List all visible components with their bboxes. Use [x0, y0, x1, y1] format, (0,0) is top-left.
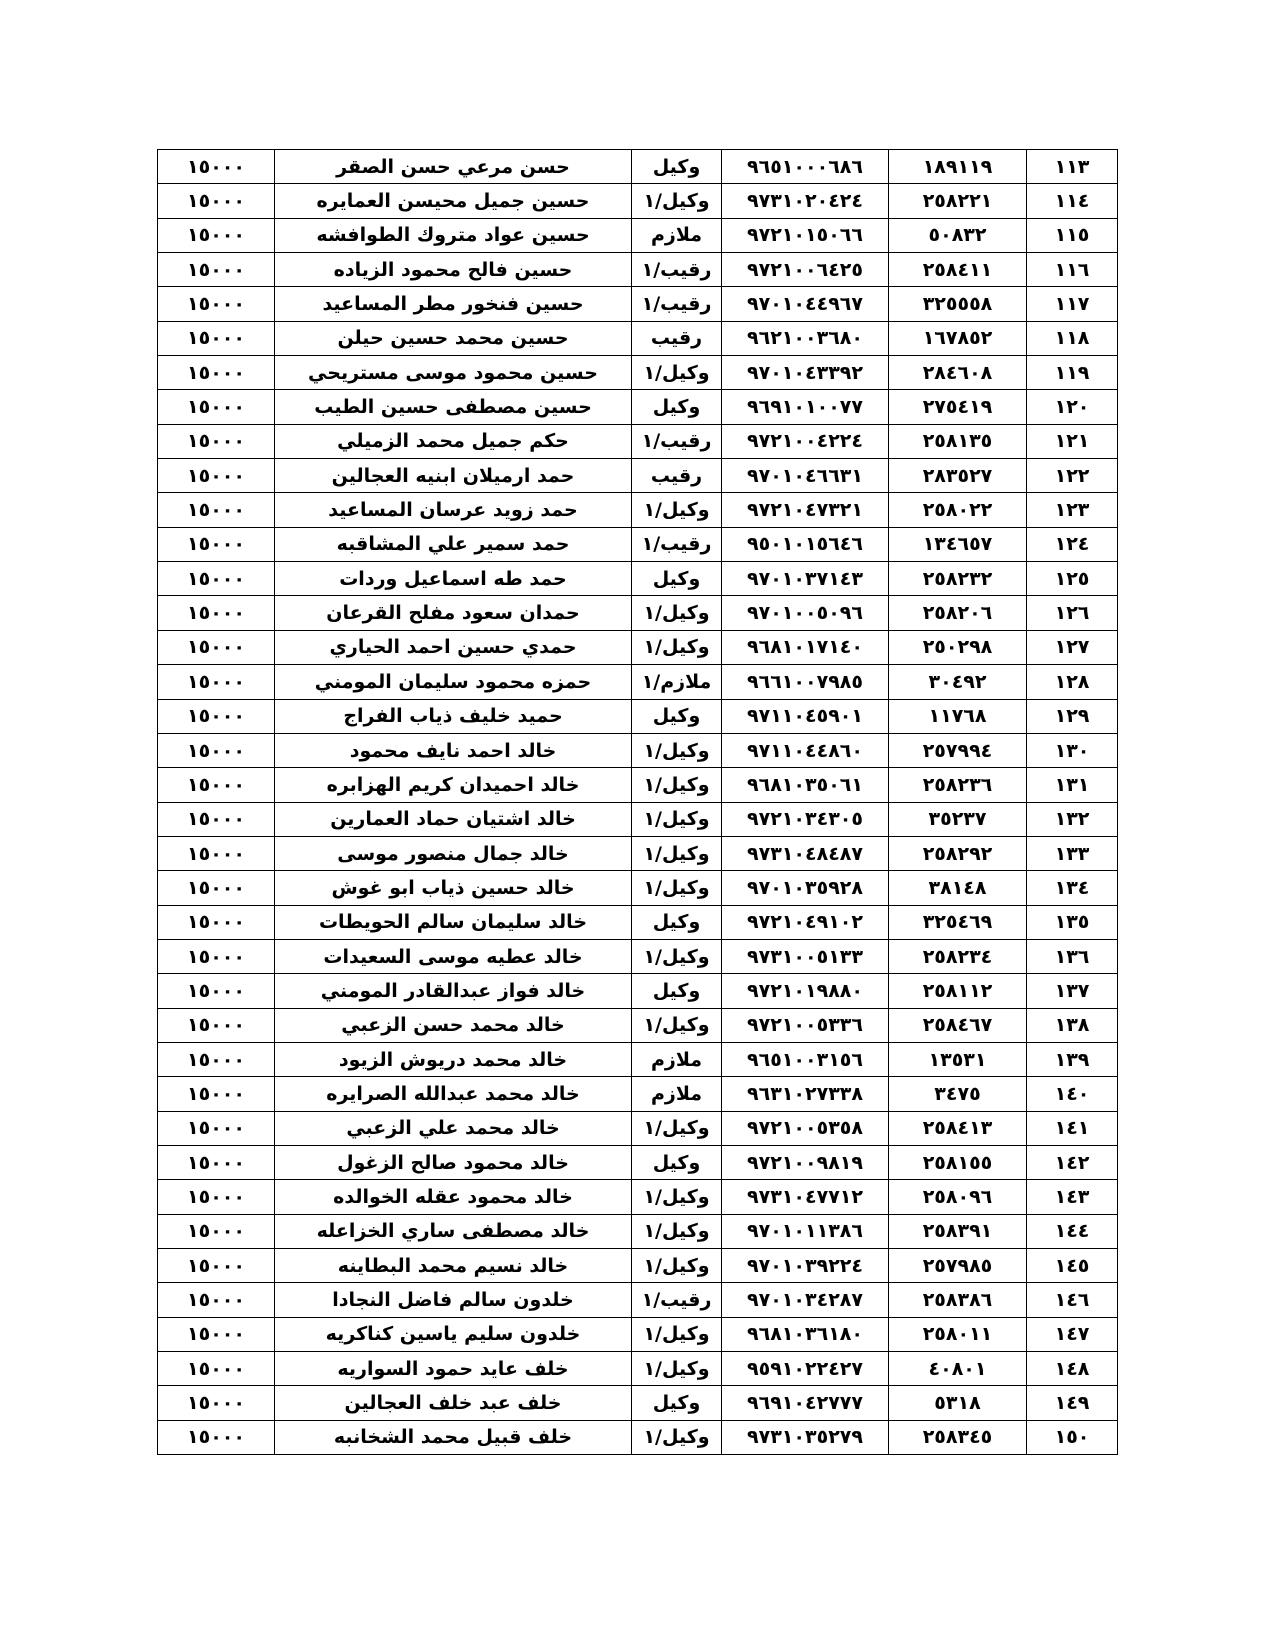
military-number-cell: ٢٥٨٢٠٦	[889, 596, 1027, 630]
table-row	[158, 150, 1118, 184]
rank-cell: رقيب/١	[632, 1283, 722, 1317]
name-cell: خالد حسين ذياب ابو غوش	[275, 871, 632, 905]
military-number-cell: ١٣٥٣١	[889, 1042, 1027, 1076]
seq-cell: ١٢٤	[1027, 527, 1118, 561]
rank-cell: وكيل/١	[632, 836, 722, 870]
table-row	[158, 1386, 1118, 1420]
rank-cell: وكيل/١	[632, 733, 722, 767]
amount-cell: ١٥٠٠٠	[158, 836, 275, 870]
amount-cell: ١٥٠٠٠	[158, 1386, 275, 1420]
seq-cell: ١٤٩	[1027, 1386, 1118, 1420]
rank-cell: وكيل/١	[632, 1317, 722, 1351]
name-cell: خلدون سليم ياسين كناكريه	[275, 1317, 632, 1351]
rank-cell: وكيل/١	[632, 184, 722, 218]
seq-cell: ١٣١	[1027, 768, 1118, 802]
national-id-cell: ٩٦٨١٠٣٥٠٦١	[722, 768, 889, 802]
seq-cell: ١١٣	[1027, 150, 1118, 184]
table-row	[158, 665, 1118, 699]
name-cell: خالد جمال منصور موسى	[275, 836, 632, 870]
military-number-cell: ٣٠٤٩٢	[889, 665, 1027, 699]
rank-cell: وكيل/١	[632, 871, 722, 905]
rank-cell: رقيب/١	[632, 527, 722, 561]
military-number-cell: ١٦٧٨٥٢	[889, 321, 1027, 355]
table-row	[158, 390, 1118, 424]
name-cell: خالد سليمان سالم الحويطات	[275, 905, 632, 939]
seq-cell: ١١٥	[1027, 218, 1118, 252]
rank-cell: وكيل	[632, 150, 722, 184]
rank-cell: وكيل/١	[632, 1180, 722, 1214]
table-row	[158, 493, 1118, 527]
military-number-cell: ٣٢٥٥٥٨	[889, 287, 1027, 321]
table-row	[158, 733, 1118, 767]
national-id-cell: ٩٧٢١٠٠٥٣٥٨	[722, 1111, 889, 1145]
seq-cell: ١٢٦	[1027, 596, 1118, 630]
national-id-cell: ٩٧٢١٠١٩٨٨٠	[722, 974, 889, 1008]
seq-cell: ١١٨	[1027, 321, 1118, 355]
national-id-cell: ٩٧٠١٠٤٦٦٣١	[722, 459, 889, 493]
amount-cell: ١٥٠٠٠	[158, 356, 275, 390]
table-row	[158, 596, 1118, 630]
name-cell: خالد محمد عبدالله الصرايره	[275, 1077, 632, 1111]
seq-cell: ١٤٧	[1027, 1317, 1118, 1351]
table-row	[158, 1317, 1118, 1351]
amount-cell: ١٥٠٠٠	[158, 802, 275, 836]
table-row	[158, 1111, 1118, 1145]
table-row	[158, 1042, 1118, 1076]
national-id-cell: ٩٧٢١٠٠٦٤٢٥	[722, 253, 889, 287]
military-number-cell: ٢٥٨٢٣٢	[889, 562, 1027, 596]
table-row	[158, 424, 1118, 458]
amount-cell: ١٥٠٠٠	[158, 184, 275, 218]
national-id-cell: ٩٧٢١٠٤٧٣٢١	[722, 493, 889, 527]
table-row	[158, 836, 1118, 870]
seq-cell: ١٤٨	[1027, 1352, 1118, 1386]
table-row	[158, 905, 1118, 939]
amount-cell: ١٥٠٠٠	[158, 939, 275, 973]
military-number-cell: ٢٨٣٥٢٧	[889, 459, 1027, 493]
military-number-cell: ٢٥٨٣٤٥	[889, 1420, 1027, 1454]
seq-cell: ١٤٦	[1027, 1283, 1118, 1317]
military-number-cell: ٢٥٨٢٣٦	[889, 768, 1027, 802]
amount-cell: ١٥٠٠٠	[158, 630, 275, 664]
military-number-cell: ٢٥٨٢٣٤	[889, 939, 1027, 973]
table-row	[158, 1352, 1118, 1386]
military-number-cell: ٣٤٧٥	[889, 1077, 1027, 1111]
name-cell: حسين محمود موسى مستريحي	[275, 356, 632, 390]
name-cell: حسين عواد متروك الطوافشه	[275, 218, 632, 252]
rank-cell: رقيب/١	[632, 287, 722, 321]
table-row	[158, 184, 1118, 218]
rank-cell: وكيل	[632, 974, 722, 1008]
name-cell: حمد طه اسماعيل وردات	[275, 562, 632, 596]
table-row	[158, 321, 1118, 355]
national-id-cell: ٩٦٨١٠٣٦١٨٠	[722, 1317, 889, 1351]
amount-cell: ١٥٠٠٠	[158, 596, 275, 630]
military-number-cell: ٢٥٠٢٩٨	[889, 630, 1027, 664]
military-number-cell: ٢٥٨٣٩١	[889, 1214, 1027, 1248]
seq-cell: ١٣٦	[1027, 939, 1118, 973]
rank-cell: ملازم	[632, 1042, 722, 1076]
rank-cell: وكيل	[632, 390, 722, 424]
rank-cell: وكيل	[632, 562, 722, 596]
national-id-cell: ٩٧٢١٠٠٩٨١٩	[722, 1145, 889, 1179]
national-id-cell: ٩٧١١٠٤٤٨٦٠	[722, 733, 889, 767]
rank-cell: وكيل/١	[632, 1111, 722, 1145]
seq-cell: ١١٩	[1027, 356, 1118, 390]
name-cell: خلف قبيل محمد الشخانبه	[275, 1420, 632, 1454]
rank-cell: ملازم	[632, 1077, 722, 1111]
rank-cell: وكيل	[632, 699, 722, 733]
seq-cell: ١٢٥	[1027, 562, 1118, 596]
table-row	[158, 356, 1118, 390]
name-cell: خالد محمود صالح الزغول	[275, 1145, 632, 1179]
name-cell: خالد اشتيان حماد العمارين	[275, 802, 632, 836]
amount-cell: ١٥٠٠٠	[158, 218, 275, 252]
national-id-cell: ٩٧٠١٠٤٤٩٦٧	[722, 287, 889, 321]
amount-cell: ١٥٠٠٠	[158, 733, 275, 767]
national-id-cell: ٩٦٢١٠٠٣٦٨٠	[722, 321, 889, 355]
table-row	[158, 527, 1118, 561]
name-cell: خالد محمد حسن الزعبي	[275, 1008, 632, 1042]
seq-cell: ١٢٣	[1027, 493, 1118, 527]
national-id-cell: ٩٦٨١٠١٧١٤٠	[722, 630, 889, 664]
military-number-cell: ٣٨١٤٨	[889, 871, 1027, 905]
national-id-cell: ٩٧٢١٠٣٤٣٠٥	[722, 802, 889, 836]
table-row	[158, 871, 1118, 905]
amount-cell: ١٥٠٠٠	[158, 1420, 275, 1454]
military-number-cell: ٤٠٨٠١	[889, 1352, 1027, 1386]
rank-cell: وكيل/١	[632, 493, 722, 527]
national-id-cell: ٩٧٣١٠٤٧٧١٢	[722, 1180, 889, 1214]
amount-cell: ١٥٠٠٠	[158, 768, 275, 802]
rank-cell: وكيل/١	[632, 939, 722, 973]
name-cell: حمد سمير علي المشاقبه	[275, 527, 632, 561]
name-cell: خالد نسيم محمد البطاينه	[275, 1249, 632, 1283]
amount-cell: ١٥٠٠٠	[158, 1042, 275, 1076]
seq-cell: ١٢٢	[1027, 459, 1118, 493]
national-id-cell: ٩٧٠١٠٣٥٩٢٨	[722, 871, 889, 905]
military-number-cell: ١٨٩١١٩	[889, 150, 1027, 184]
national-id-cell: ٩٦٣١٠٢٧٣٣٨	[722, 1077, 889, 1111]
amount-cell: ١٥٠٠٠	[158, 974, 275, 1008]
national-id-cell: ٩٦٦١٠٠٧٩٨٥	[722, 665, 889, 699]
table-body	[158, 150, 1118, 1455]
table-row	[158, 1145, 1118, 1179]
seq-cell: ١٤٢	[1027, 1145, 1118, 1179]
military-number-cell: ٣٥٢٣٧	[889, 802, 1027, 836]
national-id-cell: ٩٧١١٠٤٥٩٠١	[722, 699, 889, 733]
national-id-cell: ٩٧٠١٠٠٥٠٩٦	[722, 596, 889, 630]
military-number-cell: ٢٥٨٤٦٧	[889, 1008, 1027, 1042]
amount-cell: ١٥٠٠٠	[158, 424, 275, 458]
military-number-cell: ٢٧٥٤١٩	[889, 390, 1027, 424]
amount-cell: ١٥٠٠٠	[158, 665, 275, 699]
military-number-cell: ٢٥٨٢٢١	[889, 184, 1027, 218]
amount-cell: ١٥٠٠٠	[158, 1077, 275, 1111]
amount-cell: ١٥٠٠٠	[158, 321, 275, 355]
name-cell: حمدان سعود مفلح القرعان	[275, 596, 632, 630]
rank-cell: وكيل/١	[632, 802, 722, 836]
name-cell: خالد فواز عبدالقادر المومني	[275, 974, 632, 1008]
seq-cell: ١٣٣	[1027, 836, 1118, 870]
rank-cell: وكيل	[632, 905, 722, 939]
amount-cell: ١٥٠٠٠	[158, 1317, 275, 1351]
military-number-cell: ٥٠٨٣٢	[889, 218, 1027, 252]
name-cell: خلف عايد حمود السواريه	[275, 1352, 632, 1386]
military-number-cell: ٢٥٨٢٩٢	[889, 836, 1027, 870]
amount-cell: ١٥٠٠٠	[158, 1249, 275, 1283]
table-row	[158, 459, 1118, 493]
amount-cell: ١٥٠٠٠	[158, 1283, 275, 1317]
amount-cell: ١٥٠٠٠	[158, 562, 275, 596]
table-row	[158, 1283, 1118, 1317]
military-number-cell: ٢٥٨١٣٥	[889, 424, 1027, 458]
military-number-cell: ١٣٤٦٥٧	[889, 527, 1027, 561]
table-row	[158, 768, 1118, 802]
name-cell: خالد مصطفى ساري الخزاعله	[275, 1214, 632, 1248]
amount-cell: ١٥٠٠٠	[158, 1145, 275, 1179]
seq-cell: ١٣٢	[1027, 802, 1118, 836]
seq-cell: ١٢٠	[1027, 390, 1118, 424]
name-cell: حسين فنخور مطر المساعيد	[275, 287, 632, 321]
military-number-cell: ١١٧٦٨	[889, 699, 1027, 733]
seq-cell: ١٣٠	[1027, 733, 1118, 767]
military-number-cell: ٢٥٧٩٩٤	[889, 733, 1027, 767]
amount-cell: ١٥٠٠٠	[158, 1111, 275, 1145]
national-id-cell: ٩٥٠١٠١٥٦٤٦	[722, 527, 889, 561]
seq-cell: ١٤٠	[1027, 1077, 1118, 1111]
table-row	[158, 253, 1118, 287]
national-id-cell: ٩٧٢١٠٤٩١٠٢	[722, 905, 889, 939]
name-cell: حكم جميل محمد الزميلي	[275, 424, 632, 458]
rank-cell: وكيل	[632, 1386, 722, 1420]
seq-cell: ١١٤	[1027, 184, 1118, 218]
name-cell: خلف عبد خلف العجالين	[275, 1386, 632, 1420]
seq-cell: ١٣٨	[1027, 1008, 1118, 1042]
table-row	[158, 1008, 1118, 1042]
national-id-cell: ٩٧٠١٠٣٤٢٨٧	[722, 1283, 889, 1317]
amount-cell: ١٥٠٠٠	[158, 390, 275, 424]
seq-cell: ١٥٠	[1027, 1420, 1118, 1454]
table-row	[158, 699, 1118, 733]
national-id-cell: ٩٦٥١٠٠٠٦٨٦	[722, 150, 889, 184]
national-id-cell: ٩٧٢١٠٠٥٣٣٦	[722, 1008, 889, 1042]
seq-cell: ١٣٥	[1027, 905, 1118, 939]
military-number-cell: ٢٥٨٣٨٦	[889, 1283, 1027, 1317]
table-row	[158, 802, 1118, 836]
rank-cell: وكيل/١	[632, 1420, 722, 1454]
seq-cell: ١٤٤	[1027, 1214, 1118, 1248]
amount-cell: ١٥٠٠٠	[158, 1214, 275, 1248]
amount-cell: ١٥٠٠٠	[158, 699, 275, 733]
rank-cell: وكيل/١	[632, 596, 722, 630]
amount-cell: ١٥٠٠٠	[158, 459, 275, 493]
military-number-cell: ٢٥٨٠١١	[889, 1317, 1027, 1351]
national-id-cell: ٩٧٠١٠٣٩٢٢٤	[722, 1249, 889, 1283]
seq-cell: ١٤٥	[1027, 1249, 1118, 1283]
seq-cell: ١٢٧	[1027, 630, 1118, 664]
name-cell: خالد عطيه موسى السعيدات	[275, 939, 632, 973]
name-cell: حسين جميل محيسن العمايره	[275, 184, 632, 218]
military-number-cell: ٢٥٨٤١١	[889, 253, 1027, 287]
military-number-cell: ٢٥٨٠٢٢	[889, 493, 1027, 527]
national-id-cell: ٩٧٣١٠٢٠٤٢٤	[722, 184, 889, 218]
table-row	[158, 630, 1118, 664]
seq-cell: ١٤٣	[1027, 1180, 1118, 1214]
rank-cell: رقيب/١	[632, 253, 722, 287]
table-row	[158, 1214, 1118, 1248]
amount-cell: ١٥٠٠٠	[158, 493, 275, 527]
records-table	[157, 149, 1118, 1455]
national-id-cell: ٩٧٣١٠٤٨٤٨٧	[722, 836, 889, 870]
military-number-cell: ٢٥٨٤١٣	[889, 1111, 1027, 1145]
rank-cell: وكيل/١	[632, 1008, 722, 1042]
table-row	[158, 1180, 1118, 1214]
military-number-cell: ٥٣١٨	[889, 1386, 1027, 1420]
national-id-cell: ٩٧٠١٠١١٣٨٦	[722, 1214, 889, 1248]
name-cell: حميد خليف ذياب الفراج	[275, 699, 632, 733]
military-number-cell: ٢٥٨١٥٥	[889, 1145, 1027, 1179]
national-id-cell: ٩٧٢١٠١٥٠٦٦	[722, 218, 889, 252]
seq-cell: ١٢٨	[1027, 665, 1118, 699]
national-id-cell: ٩٦٩١٠٤٢٧٧٧	[722, 1386, 889, 1420]
military-number-cell: ٢٨٤٦٠٨	[889, 356, 1027, 390]
name-cell: خالد احمد نايف محمود	[275, 733, 632, 767]
amount-cell: ١٥٠٠٠	[158, 905, 275, 939]
seq-cell: ١٣٧	[1027, 974, 1118, 1008]
name-cell: خالد محمد علي الزعبي	[275, 1111, 632, 1145]
rank-cell: ملازم/١	[632, 665, 722, 699]
national-id-cell: ٩٧٣١٠٣٥٢٧٩	[722, 1420, 889, 1454]
military-number-cell: ٢٥٧٩٨٥	[889, 1249, 1027, 1283]
rank-cell: رقيب	[632, 321, 722, 355]
national-id-cell: ٩٧٠١٠٤٣٣٩٢	[722, 356, 889, 390]
national-id-cell: ٩٧٢١٠٠٤٢٢٤	[722, 424, 889, 458]
name-cell: حمدي حسين احمد الحياري	[275, 630, 632, 664]
seq-cell: ١٣٤	[1027, 871, 1118, 905]
table-row	[158, 218, 1118, 252]
seq-cell: ١١٦	[1027, 253, 1118, 287]
name-cell: حسين محمد حسين حيلن	[275, 321, 632, 355]
amount-cell: ١٥٠٠٠	[158, 1352, 275, 1386]
table-row	[158, 939, 1118, 973]
seq-cell: ١٣٩	[1027, 1042, 1118, 1076]
rank-cell: وكيل/١	[632, 768, 722, 802]
table-row	[158, 562, 1118, 596]
national-id-cell: ٩٦٥١٠٠٣١٥٦	[722, 1042, 889, 1076]
national-id-cell: ٩٧٠١٠٣٧١٤٣	[722, 562, 889, 596]
rank-cell: وكيل/١	[632, 630, 722, 664]
national-id-cell: ٩٦٩١٠١٠٠٧٧	[722, 390, 889, 424]
rank-cell: وكيل/١	[632, 1214, 722, 1248]
rank-cell: وكيل	[632, 1145, 722, 1179]
seq-cell: ١١٧	[1027, 287, 1118, 321]
rank-cell: وكيل/١	[632, 356, 722, 390]
amount-cell: ١٥٠٠٠	[158, 253, 275, 287]
name-cell: حمزه محمود سليمان المومني	[275, 665, 632, 699]
seq-cell: ١٢١	[1027, 424, 1118, 458]
national-id-cell: ٩٥٩١٠٢٢٤٢٧	[722, 1352, 889, 1386]
name-cell: خالد احميدان كريم الهزابره	[275, 768, 632, 802]
amount-cell: ١٥٠٠٠	[158, 1008, 275, 1042]
table-row	[158, 1249, 1118, 1283]
name-cell: حسن مرعي حسن الصقر	[275, 150, 632, 184]
amount-cell: ١٥٠٠٠	[158, 527, 275, 561]
rank-cell: وكيل/١	[632, 1249, 722, 1283]
amount-cell: ١٥٠٠٠	[158, 1180, 275, 1214]
seq-cell: ١٤١	[1027, 1111, 1118, 1145]
table-row	[158, 1420, 1118, 1454]
table-row	[158, 1077, 1118, 1111]
amount-cell: ١٥٠٠٠	[158, 871, 275, 905]
national-id-cell: ٩٧٣١٠٠٥١٣٣	[722, 939, 889, 973]
rank-cell: ملازم	[632, 218, 722, 252]
name-cell: حسين مصطفى حسين الطيب	[275, 390, 632, 424]
amount-cell: ١٥٠٠٠	[158, 287, 275, 321]
military-number-cell: ٢٥٨١١٢	[889, 974, 1027, 1008]
seq-cell: ١٢٩	[1027, 699, 1118, 733]
name-cell: خالد محمود عقله الخوالده	[275, 1180, 632, 1214]
name-cell: حمد ارميلان ابنيه العجالين	[275, 459, 632, 493]
table-row	[158, 974, 1118, 1008]
rank-cell: وكيل/١	[632, 1352, 722, 1386]
name-cell: حسين فالح محمود الزياده	[275, 253, 632, 287]
rank-cell: رقيب/١	[632, 424, 722, 458]
rank-cell: رقيب	[632, 459, 722, 493]
name-cell: حمد زويد عرسان المساعيد	[275, 493, 632, 527]
military-number-cell: ٣٢٥٤٦٩	[889, 905, 1027, 939]
table-row	[158, 287, 1118, 321]
military-number-cell: ٢٥٨٠٩٦	[889, 1180, 1027, 1214]
amount-cell: ١٥٠٠٠	[158, 150, 275, 184]
name-cell: خلدون سالم فاضل النجادا	[275, 1283, 632, 1317]
name-cell: خالد محمد دريوش الزيود	[275, 1042, 632, 1076]
